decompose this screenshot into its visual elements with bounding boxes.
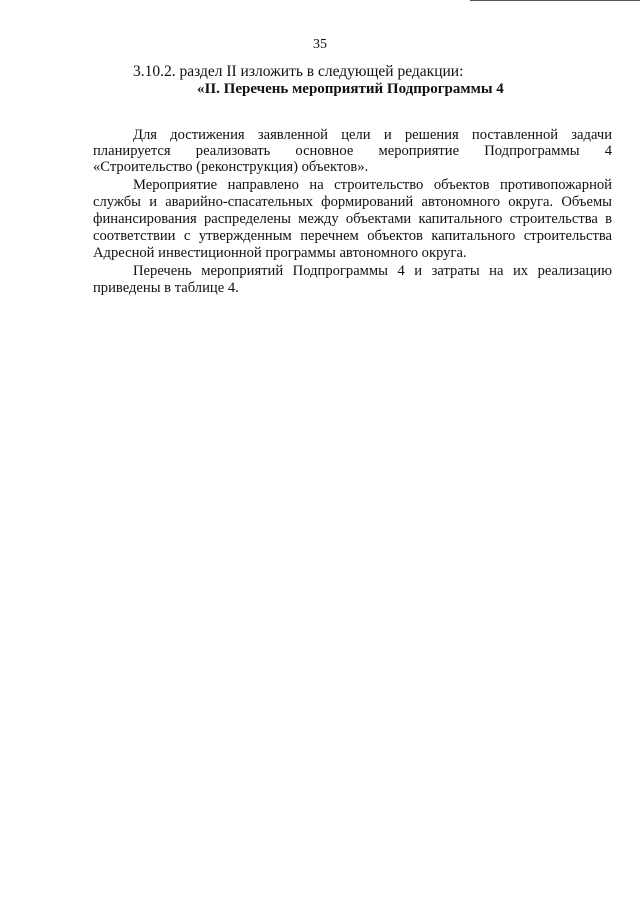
paragraph-2-line-3: финансирования распределены между объектами капитального строительства в [93, 211, 612, 227]
page-number: 35 [313, 37, 327, 52]
section-heading: «II. Перечень мероприятий Подпрограммы 4 [197, 81, 504, 97]
paragraph-3-line-2: приведены в таблице 4. [93, 280, 239, 296]
scan-edge-line [470, 0, 640, 1]
paragraph-2-line-2: службы и аварийно-спасательных формирований автономного округа. Объемы [93, 194, 612, 210]
section-intro: 3.10.2. раздел II изложить в следующей редакции: [133, 63, 464, 80]
paragraph-2-line-5: Адресной инвестиционной программы автономного округа. [93, 245, 467, 261]
paragraph-1-line-1: Для достижения заявленной цели и решения поставленной задачи [133, 127, 612, 143]
paragraph-3-line-1: Перечень мероприятий Подпрограммы 4 и затраты на их реализацию [133, 263, 612, 279]
paragraph-1-line-2: планируется реализовать основное мероприятие Подпрограммы 4 [93, 143, 612, 159]
paragraph-2-line-1: Мероприятие направлено на строительство объектов противопожарной [133, 177, 612, 193]
paragraph-1-line-3: «Строительство (реконструкция) объектов». [93, 159, 369, 175]
paragraph-2-line-4: соответствии с утвержденным перечнем объектов капитального строительства [93, 228, 612, 244]
